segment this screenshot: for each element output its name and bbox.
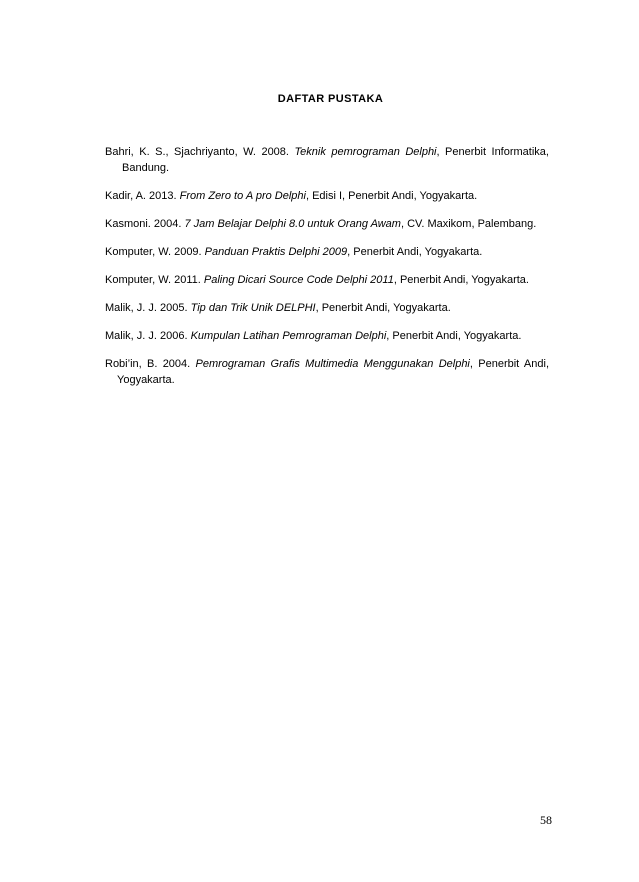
reference-author-year: Robi’in, B. 2004.	[105, 358, 196, 370]
reference-publisher: , Edisi I, Penerbit Andi, Yogyakarta.	[305, 190, 478, 202]
reference-publisher: , Penerbit Andi, Yogyakarta.	[347, 246, 483, 258]
reference-author-year: Malik, J. J. 2005.	[105, 302, 191, 314]
reference-entry	[105, 144, 549, 176]
reference-title: 7 Jam Belajar Delphi 8.0 untuk Orang Awam	[184, 218, 401, 230]
reference-title: From Zero to A pro Delphi	[179, 190, 306, 202]
reference-entry	[105, 216, 549, 232]
reference-title: Teknik pemrograman Delphi	[294, 146, 437, 158]
reference-title: Kumpulan Latihan Pemrograman Delphi	[190, 330, 387, 342]
reference-entry	[105, 356, 549, 388]
reference-entry	[105, 188, 549, 204]
reference-publisher: , Penerbit Informatika, Bandung.	[122, 146, 549, 174]
reference-entry	[105, 272, 549, 288]
reference-list	[105, 144, 549, 400]
reference-publisher: , Penerbit Andi, Yogyakarta.	[386, 330, 522, 342]
reference-author-year: Kadir, A. 2013.	[105, 190, 180, 202]
page-title: DAFTAR PUSTAKA	[277, 93, 384, 105]
reference-author-year: Malik, J. J. 2006.	[105, 330, 191, 342]
reference-title: Panduan Praktis Delphi 2009	[204, 246, 348, 258]
reference-title: Tip dan Trik Unik DELPHI	[190, 302, 316, 314]
reference-entry	[105, 244, 549, 260]
reference-author-year: Kasmoni. 2004.	[105, 218, 185, 230]
reference-author-year: Komputer, W. 2011.	[105, 274, 204, 286]
reference-entry	[105, 328, 549, 344]
reference-publisher: , Penerbit Andi, Yogyakarta.	[315, 302, 451, 314]
page-number: 58	[540, 813, 552, 827]
reference-author-year: Komputer, W. 2009.	[105, 246, 205, 258]
reference-entry	[105, 300, 549, 316]
reference-title: Pemrograman Grafis Multimedia Menggunakan Delphi	[195, 358, 470, 370]
reference-author-year: Bahri, K. S., Sjachriyanto, W. 2008.	[105, 146, 295, 158]
reference-publisher: , Penerbit Andi, Yogyakarta.	[393, 274, 529, 286]
reference-publisher: , Penerbit Andi, Yogyakarta.	[117, 358, 549, 386]
reference-publisher: , CV. Maxikom, Palembang.	[400, 218, 537, 230]
reference-title: Paling Dicari Source Code Delphi 2011	[203, 274, 394, 286]
